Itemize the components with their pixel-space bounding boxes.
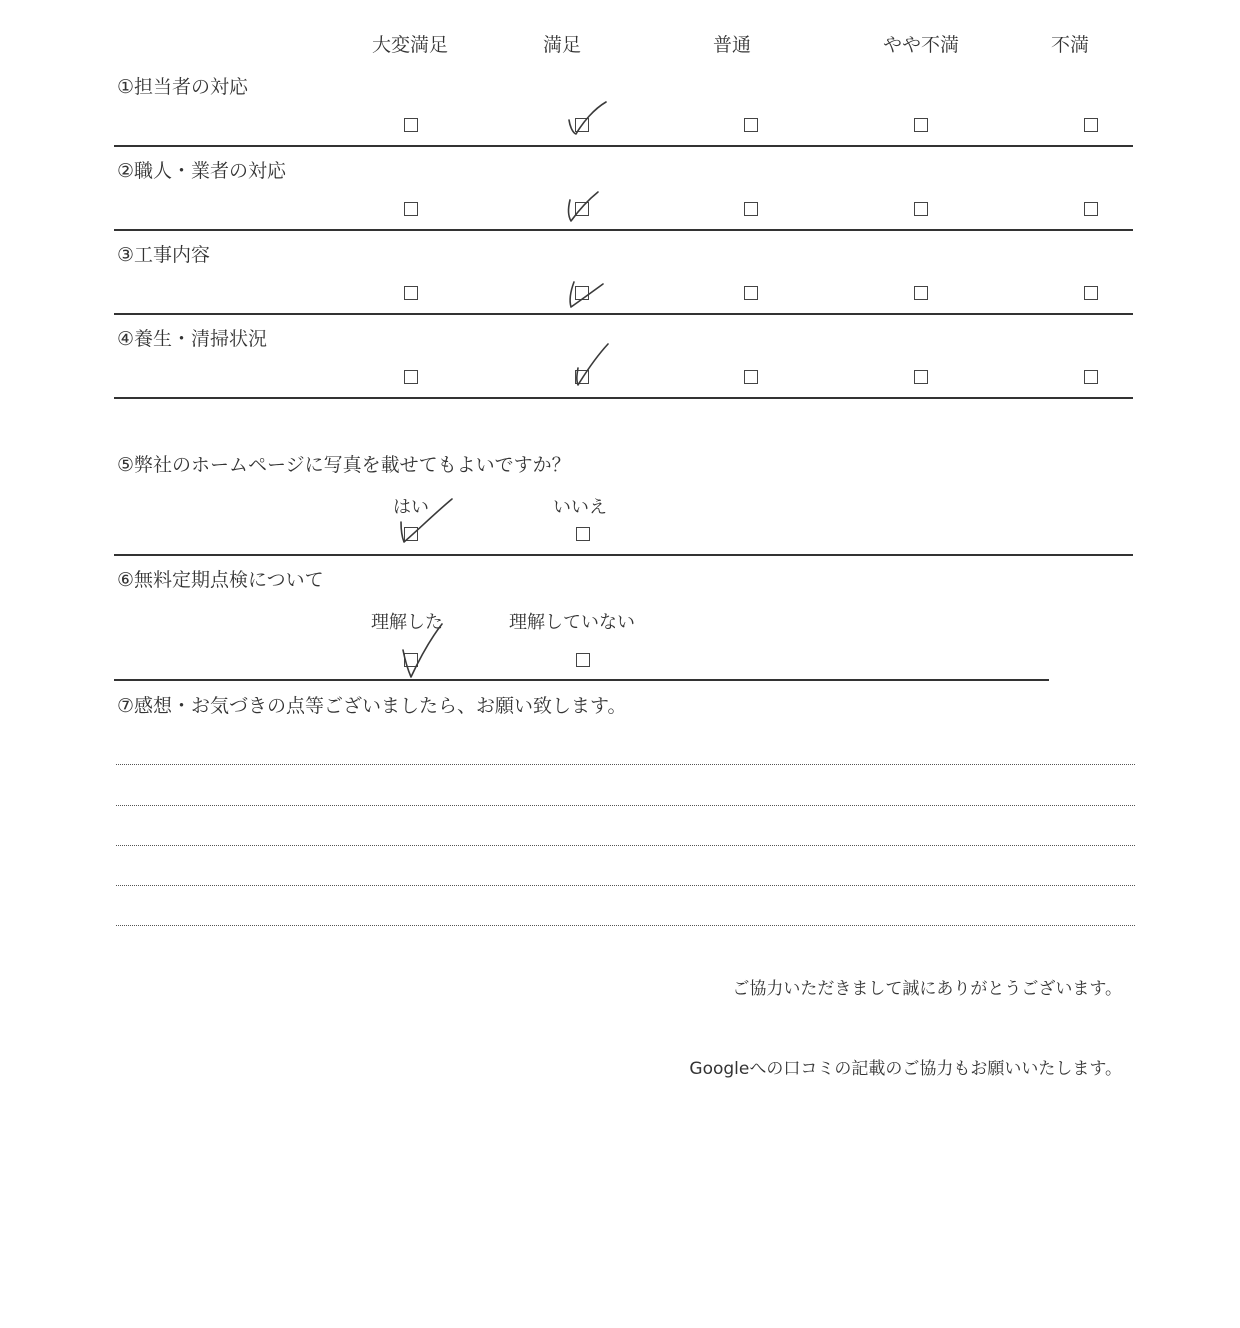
question-label-photo-permission: ⑤弊社のホームページに写真を載せてもよいですか？ <box>117 454 571 476</box>
q5-checkbox-no[interactable] <box>576 527 590 541</box>
comment-line[interactable] <box>116 764 1135 765</box>
row-divider <box>114 145 1133 147</box>
row-divider <box>114 554 1133 556</box>
q5-option-yes-label: はい <box>393 497 429 518</box>
column-header-very-satisfied: 大変満足 <box>372 34 449 56</box>
q3-checkbox-dissatisfied[interactable] <box>1084 286 1098 300</box>
thank-you-note: ご協力いただきまして誠にありがとうございます。 <box>732 979 1122 999</box>
comment-line[interactable] <box>116 885 1135 886</box>
q4-checkbox-dissatisfied[interactable] <box>1084 370 1098 384</box>
q2-checkbox-satisfied[interactable] <box>575 202 589 216</box>
column-header-neutral: 普通 <box>713 34 752 56</box>
q1-checkbox-somewhat-dissatisfied[interactable] <box>914 118 928 132</box>
q6-option-not-understood-label: 理解していない <box>509 612 635 633</box>
question-label-work-content: ③工事内容 <box>117 244 211 266</box>
q1-checkbox-satisfied[interactable] <box>575 118 589 132</box>
row-divider <box>114 229 1133 231</box>
comment-line[interactable] <box>116 845 1135 846</box>
q1-checkbox-neutral[interactable] <box>744 118 758 132</box>
q4-checkbox-satisfied[interactable] <box>575 370 589 384</box>
comment-line[interactable] <box>116 805 1135 806</box>
q3-checkbox-neutral[interactable] <box>744 286 758 300</box>
q5-checkbox-yes[interactable] <box>404 527 418 541</box>
q2-checkbox-very-satisfied[interactable] <box>404 202 418 216</box>
row-divider <box>114 313 1133 315</box>
q6-option-understood-label: 理解した <box>371 612 443 633</box>
q4-checkbox-very-satisfied[interactable] <box>404 370 418 384</box>
google-review-request: Googleへの口コミの記載のご協力もお願いいたします。 <box>689 1059 1122 1079</box>
q2-checkbox-somewhat-dissatisfied[interactable] <box>914 202 928 216</box>
comment-line[interactable] <box>116 925 1135 926</box>
question-label-free-inspection: ⑥無料定期点検について <box>117 569 324 591</box>
question-label-comments: ⑦感想・お気づきの点等ございましたら、お願い致します。 <box>117 695 627 717</box>
q2-checkbox-dissatisfied[interactable] <box>1084 202 1098 216</box>
q3-checkbox-satisfied[interactable] <box>575 286 589 300</box>
q4-checkbox-neutral[interactable] <box>744 370 758 384</box>
question-label-cleanup: ④養生・清掃状況 <box>117 328 268 350</box>
q1-checkbox-dissatisfied[interactable] <box>1084 118 1098 132</box>
q6-checkbox-understood[interactable] <box>404 653 418 667</box>
column-header-satisfied: 満足 <box>543 34 582 56</box>
column-header-dissatisfied: 不満 <box>1051 34 1090 56</box>
row-divider <box>114 397 1133 399</box>
q1-checkbox-very-satisfied[interactable] <box>404 118 418 132</box>
q6-checkbox-not-understood[interactable] <box>576 653 590 667</box>
q5-option-no-label: いいえ <box>553 497 607 518</box>
row-divider <box>114 679 1049 681</box>
q3-checkbox-very-satisfied[interactable] <box>404 286 418 300</box>
question-label-craftsmen: ②職人・業者の対応 <box>117 160 287 182</box>
column-header-somewhat-dissatisfied: やや不満 <box>883 34 960 56</box>
q2-checkbox-neutral[interactable] <box>744 202 758 216</box>
question-label-staff: ①担当者の対応 <box>117 76 249 98</box>
q4-checkbox-somewhat-dissatisfied[interactable] <box>914 370 928 384</box>
q3-checkbox-somewhat-dissatisfied[interactable] <box>914 286 928 300</box>
